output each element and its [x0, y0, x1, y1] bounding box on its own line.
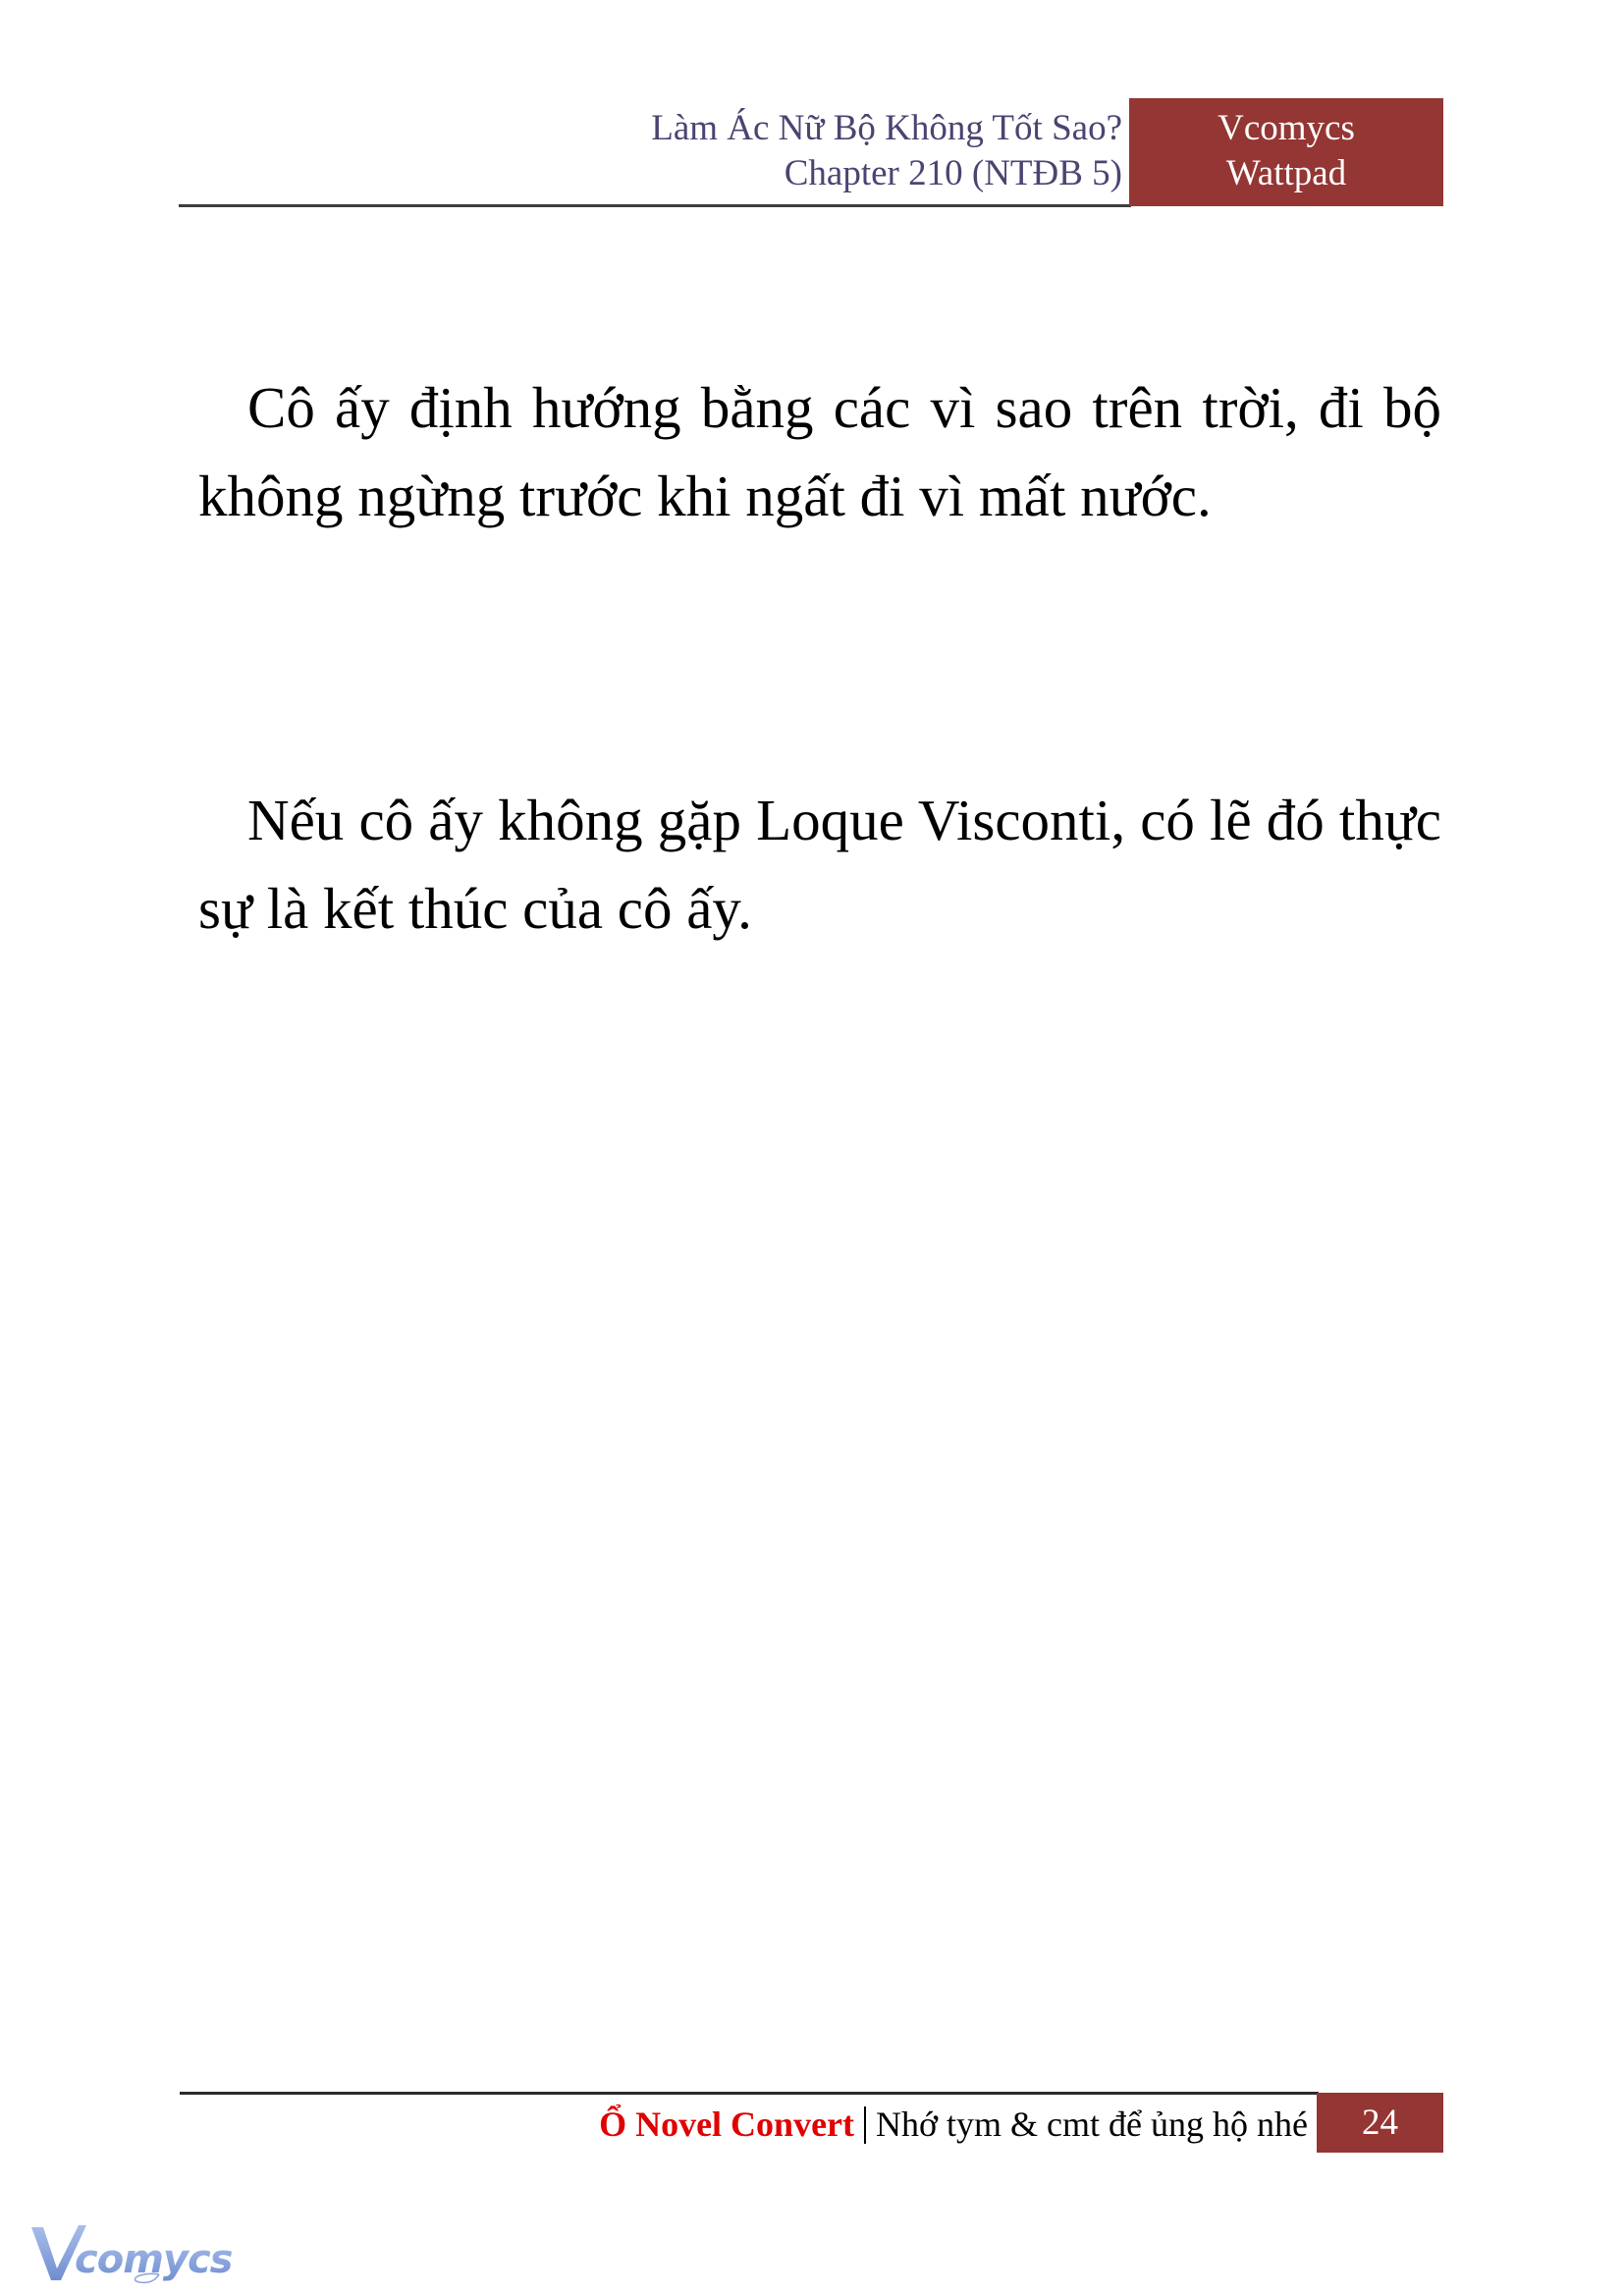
- footer-brand: Ổ Novel Convert: [599, 2105, 855, 2144]
- vcomycs-logo-icon: [29, 2219, 245, 2288]
- source-badge-line2: Wattpad: [1225, 153, 1347, 193]
- paragraph: Nếu cô ấy không gặp Loque Visconti, có lẽ đó thực sự là kết thúc của cô ấy.: [198, 788, 1441, 941]
- running-header: [651, 106, 1122, 196]
- source-badge-line1: Vcomycs: [1218, 108, 1355, 148]
- footer-separator: [864, 2106, 866, 2144]
- source-badge: [1129, 98, 1443, 206]
- svg-text:comycs: comycs: [75, 2237, 233, 2282]
- footer-note: [599, 2105, 1308, 2144]
- book-title: Làm Ác Nữ Bộ Không Tốt Sao?: [651, 108, 1122, 148]
- footer-divider: [180, 2092, 1319, 2095]
- page-body: [198, 363, 1441, 1188]
- paragraph: Cô ấy định hướng bằng các vì sao trên trời, đi bộ không ngừng trước khi ngất đi vì mất nước.: [198, 375, 1441, 528]
- page-number: 24: [1317, 2093, 1443, 2153]
- chapter-label: Chapter 210 (NTĐB 5): [784, 153, 1122, 193]
- footer-message: Nhớ tym & cmt để ủng hộ nhé: [876, 2105, 1308, 2144]
- header-divider: [179, 204, 1131, 207]
